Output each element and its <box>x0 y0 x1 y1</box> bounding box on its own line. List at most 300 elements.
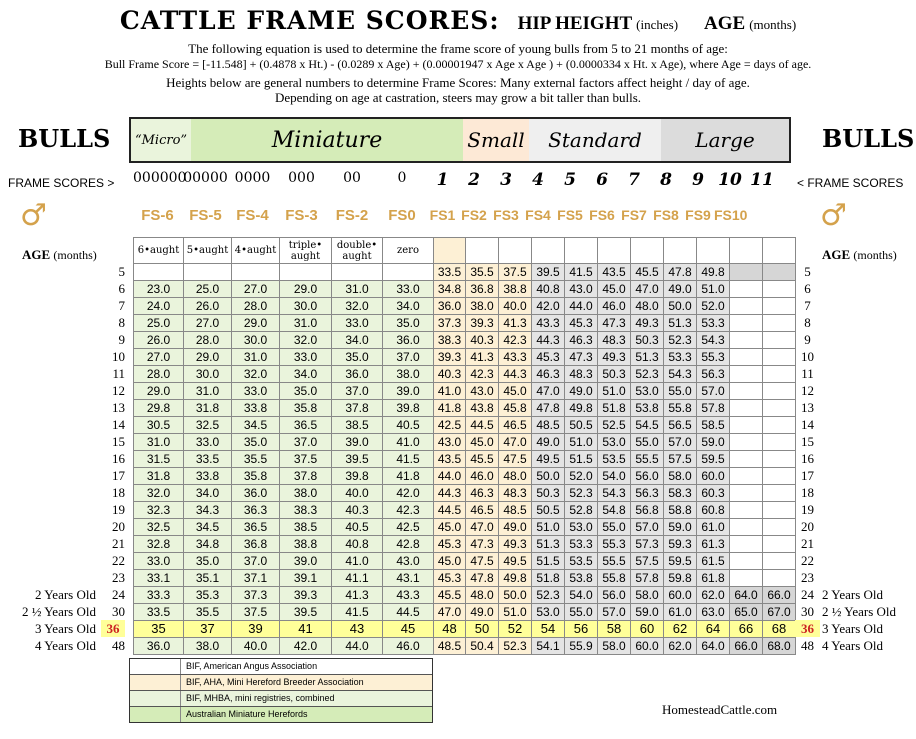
table-cell: 24.0 <box>134 298 184 315</box>
table-cell: 41.3 <box>499 315 532 332</box>
table-cell: 53.8 <box>631 400 664 417</box>
table-cell: 40.0 <box>232 638 280 655</box>
table-cell: 49.0 <box>532 434 565 451</box>
legend-item: BIF, AHA, Mini Hereford Breeder Association <box>130 675 432 691</box>
table-cell: 54.5 <box>631 417 664 434</box>
frame-score-value: 0 <box>397 170 407 186</box>
table-cell: 35.0 <box>332 349 383 366</box>
table-cell: 49.0 <box>565 383 598 400</box>
table-cell: 26.0 <box>184 298 232 315</box>
table-cell: 41.5 <box>383 451 434 468</box>
table-cell: 49.0 <box>466 604 499 621</box>
age-unit: (months) <box>749 17 797 32</box>
table-row <box>134 366 796 383</box>
age-caption-left: AGE (months) <box>22 247 97 262</box>
table-cell: 50.0 <box>499 587 532 604</box>
table-cell: 35.0 <box>280 383 332 400</box>
table-cell: 42.0 <box>532 298 565 315</box>
table-cell <box>232 264 280 281</box>
frame-score-value: 11 <box>750 170 774 190</box>
table-row <box>134 621 796 638</box>
table-cell: 58.3 <box>664 485 697 502</box>
table-cell: 35.0 <box>184 553 232 570</box>
table-cell: 53.3 <box>565 536 598 553</box>
table-cell: 39.5 <box>280 604 332 621</box>
table-cell: 66 <box>730 621 763 638</box>
table-cell: 36.0 <box>434 298 466 315</box>
table-cell <box>730 400 763 417</box>
row-age-right: 21 <box>801 536 814 551</box>
table-cell: 43.5 <box>598 264 631 281</box>
frame-score-value: 3 <box>500 170 512 190</box>
row-age-left: 10 <box>112 349 125 364</box>
table-cell: 48.3 <box>565 366 598 383</box>
table-cell: 47.8 <box>664 264 697 281</box>
table-cell: 51.8 <box>532 570 565 587</box>
table-cell: 58.0 <box>598 638 631 655</box>
table-cell: 45.0 <box>466 434 499 451</box>
table-cell: 54.0 <box>598 468 631 485</box>
row-label-left: 4 Years Old <box>34 638 96 653</box>
row-age-right: 36 <box>795 620 820 637</box>
table-cell: 40.8 <box>332 536 383 553</box>
table-cell: 47.0 <box>499 434 532 451</box>
table-cell: 31.0 <box>184 383 232 400</box>
site-credit: HomesteadCattle.com <box>662 702 778 717</box>
table-cell: 38.3 <box>280 502 332 519</box>
table-cell: 27.0 <box>184 315 232 332</box>
row-age-left: 17 <box>112 468 125 483</box>
table-row <box>134 451 796 468</box>
table-cell: 31.0 <box>134 434 184 451</box>
table-cell: 47.3 <box>598 315 631 332</box>
table-cell: 48.3 <box>499 485 532 502</box>
fs-code: FS6 <box>589 207 615 223</box>
table-cell: 55.8 <box>664 400 697 417</box>
table-cell: 56.3 <box>631 485 664 502</box>
table-cell: 30.0 <box>280 298 332 315</box>
row-age-right: 17 <box>801 468 814 483</box>
column-header <box>763 238 796 264</box>
table-cell: 46.5 <box>466 502 499 519</box>
table-cell: 64 <box>697 621 730 638</box>
table-cell: 53.5 <box>565 553 598 570</box>
row-age-right: 15 <box>801 434 814 449</box>
table-cell: 53.3 <box>664 349 697 366</box>
table-cell: 38.8 <box>499 281 532 298</box>
column-header <box>730 238 763 264</box>
table-cell: 55.5 <box>598 553 631 570</box>
table-cell: 66.0 <box>730 638 763 655</box>
table-cell: 45.3 <box>565 315 598 332</box>
table-cell: 60 <box>631 621 664 638</box>
table-cell: 57.5 <box>631 553 664 570</box>
table-cell: 46.0 <box>383 638 434 655</box>
fs-code: FS4 <box>525 207 551 223</box>
table-cell <box>763 400 796 417</box>
row-age-right: 14 <box>801 417 814 432</box>
table-row <box>134 604 796 621</box>
table-cell: 41.3 <box>332 587 383 604</box>
table-cell: 30.0 <box>232 332 280 349</box>
row-age-left: 21 <box>112 536 125 551</box>
table-cell: 52.3 <box>565 485 598 502</box>
table-cell: 51.3 <box>532 536 565 553</box>
table-cell: 28.0 <box>184 332 232 349</box>
legend-item: Australian Miniature Herefords <box>130 707 432 722</box>
table-cell: 44.3 <box>499 366 532 383</box>
table-cell: 59.3 <box>664 536 697 553</box>
table-cell: 31.0 <box>280 315 332 332</box>
fs-code: FS3 <box>493 207 519 223</box>
column-header <box>499 238 532 264</box>
table-cell: 33.8 <box>184 468 232 485</box>
table-cell: 37.0 <box>232 553 280 570</box>
table-cell: 43.0 <box>466 383 499 400</box>
table-cell: 57.8 <box>631 570 664 587</box>
table-cell: 39.0 <box>383 383 434 400</box>
frame-score-value: 10 <box>718 170 742 190</box>
table-cell: 35.8 <box>280 400 332 417</box>
table-cell: 41.8 <box>383 468 434 485</box>
row-age-left: 6 <box>118 281 125 296</box>
table-cell: 50.3 <box>631 332 664 349</box>
row-age-left: 11 <box>112 366 125 381</box>
table-cell: 46.0 <box>466 468 499 485</box>
column-header: zero <box>383 238 434 264</box>
table-cell <box>763 332 796 349</box>
row-age-right: 22 <box>801 553 814 568</box>
row-age-left: 16 <box>112 451 125 466</box>
table-cell: 42.8 <box>383 536 434 553</box>
page-title: CATTLE FRAME SCORES: <box>119 6 500 35</box>
table-cell: 33.0 <box>134 553 184 570</box>
table-cell: 33.0 <box>184 434 232 451</box>
row-age-right: 11 <box>801 366 814 381</box>
table-cell: 39.3 <box>434 349 466 366</box>
table-cell: 56.0 <box>631 468 664 485</box>
table-cell: 57.0 <box>631 519 664 536</box>
table-cell <box>763 349 796 366</box>
table-cell: 37.3 <box>232 587 280 604</box>
table-cell: 50.5 <box>532 502 565 519</box>
table-cell: 46.3 <box>466 485 499 502</box>
table-cell: 53.0 <box>532 604 565 621</box>
table-cell: 52.3 <box>532 587 565 604</box>
column-header: triple• aught <box>280 238 332 264</box>
row-age-left: 15 <box>112 434 125 449</box>
fs-code: FS9 <box>685 207 711 223</box>
row-age-right: 9 <box>804 332 811 347</box>
table-cell: 57.0 <box>598 604 631 621</box>
row-age-right: 5 <box>804 264 811 279</box>
table-cell: 53.0 <box>565 519 598 536</box>
table-cell: 37.3 <box>434 315 466 332</box>
table-cell: 51.8 <box>598 400 631 417</box>
table-cell: 55.0 <box>598 519 631 536</box>
table-cell: 43.0 <box>383 553 434 570</box>
row-label-left: 2 Years Old <box>34 587 96 602</box>
table-cell: 37.8 <box>332 400 383 417</box>
table-cell: 48.5 <box>434 638 466 655</box>
table-cell: 44.0 <box>332 638 383 655</box>
table-cell: 57.0 <box>664 434 697 451</box>
table-cell: 38.5 <box>280 519 332 536</box>
table-cell: 39.8 <box>332 468 383 485</box>
table-cell: 60.0 <box>664 587 697 604</box>
table-cell <box>763 485 796 502</box>
table-cell: 32.0 <box>332 298 383 315</box>
table-cell: 35.5 <box>466 264 499 281</box>
table-cell: 39.0 <box>280 553 332 570</box>
row-label-right: 3 Years Old <box>822 621 884 636</box>
table-cell: 37 <box>184 621 232 638</box>
table-cell: 31.0 <box>232 349 280 366</box>
table-cell: 50.4 <box>466 638 499 655</box>
fs-code: FS-6 <box>141 207 174 224</box>
table-cell: 36.3 <box>232 502 280 519</box>
table-cell: 44.3 <box>434 485 466 502</box>
table-cell: 40.3 <box>434 366 466 383</box>
row-age-right: 19 <box>801 502 814 517</box>
table-cell: 60.8 <box>697 502 730 519</box>
row-age-right: 12 <box>801 383 814 398</box>
frame-score-value: 0000 <box>234 170 271 186</box>
table-cell: 45 <box>383 621 434 638</box>
table-cell: 44.0 <box>434 468 466 485</box>
table-cell: 33.1 <box>134 570 184 587</box>
table-cell: 68 <box>763 621 796 638</box>
table-cell: 56.8 <box>631 502 664 519</box>
table-cell: 39.5 <box>332 451 383 468</box>
table-cell: 41.0 <box>383 434 434 451</box>
table-cell: 48.0 <box>466 587 499 604</box>
table-cell: 47.3 <box>466 536 499 553</box>
table-cell: 53.5 <box>598 451 631 468</box>
table-cell: 57.5 <box>664 451 697 468</box>
table-cell: 40.8 <box>532 281 565 298</box>
table-cell: 52.0 <box>565 468 598 485</box>
table-cell <box>763 281 796 298</box>
table-cell: 56.0 <box>598 587 631 604</box>
table-cell: 48.0 <box>499 468 532 485</box>
table-cell: 64.0 <box>730 587 763 604</box>
table-cell: 59.5 <box>664 553 697 570</box>
frame-score-value: 000 <box>288 170 315 186</box>
fs-code: FS1 <box>429 207 456 223</box>
table-row <box>134 434 796 451</box>
table-cell: 33.3 <box>134 587 184 604</box>
table-cell: 36.5 <box>232 519 280 536</box>
table-cell: 52 <box>499 621 532 638</box>
table-cell: 59.5 <box>697 451 730 468</box>
table-cell <box>730 536 763 553</box>
table-cell <box>763 383 796 400</box>
table-cell: 47.3 <box>565 349 598 366</box>
table-cell: 54.3 <box>664 366 697 383</box>
table-cell: 51.5 <box>565 451 598 468</box>
column-header: 6•aught <box>134 238 184 264</box>
table-cell: 32.5 <box>134 519 184 536</box>
table-cell: 35 <box>134 621 184 638</box>
bulls-label-left: BULLS <box>18 124 111 153</box>
table-cell: 52.3 <box>499 638 532 655</box>
table-row <box>134 638 796 655</box>
table-cell: 35.8 <box>232 468 280 485</box>
table-cell <box>763 451 796 468</box>
table-cell: 35.3 <box>184 587 232 604</box>
table-cell: 61.3 <box>697 536 730 553</box>
table-cell: 39.0 <box>332 434 383 451</box>
table-cell: 44.3 <box>532 332 565 349</box>
size-category-banner <box>129 117 791 163</box>
table-header-row <box>134 238 796 264</box>
table-cell: 47.8 <box>466 570 499 587</box>
table-cell: 55.9 <box>565 638 598 655</box>
table-cell: 45.3 <box>434 570 466 587</box>
table-cell <box>763 536 796 553</box>
table-cell: 66.0 <box>763 587 796 604</box>
legend-item: BIF, MHBA, mini registries, combined <box>130 691 432 707</box>
table-cell: 52.3 <box>631 366 664 383</box>
frame-score-value: 000000 <box>133 170 187 186</box>
table-cell: 54.8 <box>598 502 631 519</box>
row-age-left: 7 <box>118 298 125 313</box>
table-cell: 45.0 <box>434 553 466 570</box>
table-row <box>134 332 796 349</box>
table-cell: 49.3 <box>598 349 631 366</box>
table-cell: 32.0 <box>134 485 184 502</box>
table-cell <box>763 417 796 434</box>
table-cell: 34.5 <box>232 417 280 434</box>
table-cell: 54.3 <box>598 485 631 502</box>
table-cell: 35.5 <box>184 604 232 621</box>
table-cell: 43.3 <box>383 587 434 604</box>
table-cell: 62 <box>664 621 697 638</box>
frame-score-value: 00 <box>343 170 361 186</box>
table-cell: 37.0 <box>332 383 383 400</box>
table-cell: 46.0 <box>598 298 631 315</box>
table-cell <box>280 264 332 281</box>
table-cell: 31.8 <box>134 468 184 485</box>
table-row <box>134 281 796 298</box>
table-cell: 45.3 <box>434 536 466 553</box>
fs-code: FS10 <box>714 207 748 223</box>
table-cell: 49.5 <box>499 553 532 570</box>
table-cell: 49.0 <box>664 281 697 298</box>
table-cell: 43.3 <box>532 315 565 332</box>
table-cell: 42.5 <box>383 519 434 536</box>
table-cell: 53.8 <box>565 570 598 587</box>
banner-micro: “Micro” <box>131 119 191 161</box>
row-label-right: 4 Years Old <box>822 638 884 653</box>
table-cell: 45.5 <box>466 451 499 468</box>
table-cell: 54.3 <box>697 332 730 349</box>
table-cell: 43.0 <box>434 434 466 451</box>
table-cell: 59.8 <box>664 570 697 587</box>
row-age-right: 6 <box>804 281 811 296</box>
frame-score-value: 1 <box>436 170 449 190</box>
table-cell <box>730 553 763 570</box>
table-cell: 60.3 <box>697 485 730 502</box>
table-cell: 40.5 <box>383 417 434 434</box>
table-cell: 46.5 <box>499 417 532 434</box>
table-cell: 52.3 <box>664 332 697 349</box>
row-age-left: 24 <box>112 587 125 602</box>
table-cell: 55.3 <box>598 536 631 553</box>
table-cell <box>730 417 763 434</box>
row-age-right: 8 <box>804 315 811 330</box>
table-cell: 51.3 <box>664 315 697 332</box>
row-age-left: 9 <box>118 332 125 347</box>
table-cell: 43.1 <box>383 570 434 587</box>
table-cell: 50.3 <box>598 366 631 383</box>
table-cell: 55.0 <box>631 434 664 451</box>
table-cell: 34.3 <box>184 502 232 519</box>
table-cell: 37.1 <box>232 570 280 587</box>
row-label-left: 2 ½ Years Old <box>21 604 96 619</box>
bulls-label-right: BULLS <box>822 124 915 153</box>
fs-code: FS-4 <box>236 207 269 224</box>
table-cell: 39.3 <box>466 315 499 332</box>
table-cell: 27.0 <box>134 349 184 366</box>
table-cell: 53.0 <box>598 434 631 451</box>
column-header <box>532 238 565 264</box>
table-cell: 41.5 <box>332 604 383 621</box>
table-cell: 36.0 <box>134 638 184 655</box>
table-cell: 30.0 <box>184 366 232 383</box>
table-cell: 45.0 <box>434 519 466 536</box>
table-cell <box>763 434 796 451</box>
fs-code: FS0 <box>388 207 416 224</box>
table-cell: 52.5 <box>598 417 631 434</box>
table-cell: 52.8 <box>565 502 598 519</box>
table-cell: 39 <box>232 621 280 638</box>
frame-score-value: 2 <box>468 170 480 190</box>
table-row <box>134 536 796 553</box>
table-cell: 55.5 <box>631 451 664 468</box>
banner-miniature: Miniature <box>191 119 463 161</box>
table-cell: 33.0 <box>280 349 332 366</box>
row-age-left: 5 <box>118 264 125 279</box>
table-cell <box>730 383 763 400</box>
table-cell: 61.0 <box>664 604 697 621</box>
table-cell: 59.0 <box>697 434 730 451</box>
table-cell: 51.0 <box>499 604 532 621</box>
table-cell: 34.0 <box>383 298 434 315</box>
row-age-right: 23 <box>801 570 814 585</box>
table-cell: 31.5 <box>134 451 184 468</box>
table-cell: 40.0 <box>332 485 383 502</box>
table-cell: 32.0 <box>280 332 332 349</box>
row-age-left: 36 <box>101 620 125 637</box>
banner-large: Large <box>661 119 789 161</box>
table-cell: 58.0 <box>664 468 697 485</box>
table-cell: 44.0 <box>565 298 598 315</box>
table-row <box>134 264 796 281</box>
row-age-left: 30 <box>112 604 125 619</box>
table-cell: 36.8 <box>466 281 499 298</box>
table-cell <box>730 468 763 485</box>
table-cell: 38.0 <box>466 298 499 315</box>
table-cell: 64.0 <box>697 638 730 655</box>
table-cell: 50.0 <box>532 468 565 485</box>
table-cell: 42.3 <box>383 502 434 519</box>
table-cell: 33.0 <box>232 383 280 400</box>
table-cell: 43.0 <box>565 281 598 298</box>
table-cell: 49.5 <box>532 451 565 468</box>
table-cell: 38.0 <box>383 366 434 383</box>
